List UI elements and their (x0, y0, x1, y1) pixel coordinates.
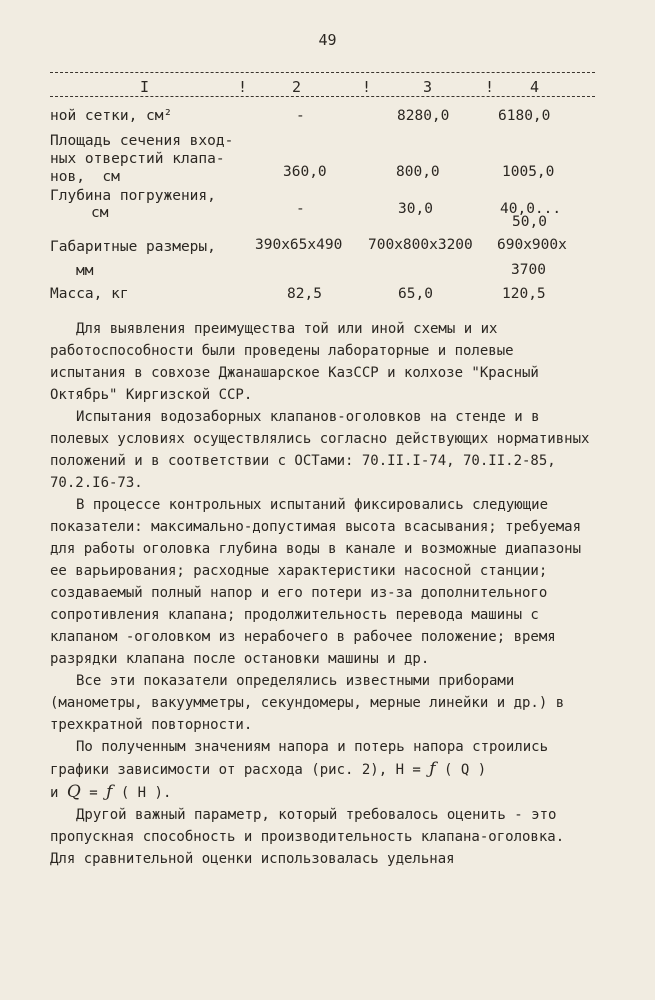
table-cell: 50,0 (512, 214, 547, 230)
table-cell: 8280,0 (397, 108, 450, 124)
formula-arg: ( Q ) (435, 762, 487, 778)
table-cell: - (296, 108, 305, 124)
formula-variable: Q (66, 782, 81, 802)
table-header-rule (50, 96, 595, 97)
table-cell: 3700 (511, 262, 546, 278)
table-header-sep1: ! (238, 78, 248, 96)
table-cell-label: ных отверстий клапа- (50, 151, 225, 167)
formula-paragraph (50, 736, 590, 804)
paragraph: Для выявления преимущества той или иной схемы и их работоспособности были проведены лабораторные и полевые испытания в совхозе Джанашарское КазССР и колхозе "Красный Октябрь" Киргизской ССР. (50, 321, 539, 403)
formula-arg: ( Н ). (112, 785, 172, 801)
table-cell: 1005,0 (502, 164, 555, 180)
table-cell: 82,5 (287, 286, 322, 302)
function-symbol: ƒ (106, 782, 113, 802)
table-cell: - (296, 201, 305, 217)
table-cell-label: Габаритные размеры, (50, 239, 216, 255)
table-cell: 65,0 (398, 286, 433, 302)
table-cell: 120,5 (502, 286, 546, 302)
formula-and: и (50, 785, 67, 801)
table-cell-label: см (91, 205, 109, 221)
table-cell: 690х900х (497, 237, 567, 253)
paragraph: Все эти показатели определялись известными приборами (манометры, вакуумметры, секундомеры, мерные линейки и др.) в трехкратной повторности. (50, 673, 565, 733)
table-cell: 800,0 (396, 164, 440, 180)
table-header-col3: 3 (423, 78, 433, 96)
table-header-col2: 2 (292, 78, 302, 96)
table-header-col1: I (140, 78, 150, 96)
paragraph: В процессе контрольных испытаний фиксировались следующие показатели: максимально-допустимая высота всасывания; требуемая для работы оголовка глубина воды в канале и возможные диапазоны ее варьирования; расходные характеристики насосной станции; создаваемый полный напор и его потери из-за дополнительного сопротивления клапана; продолжительность перевода машины с клапаном -оголовком из нерабочего в рабочее положение; время разрядки клапана после остановки машины и др. (50, 497, 582, 667)
table-cell: 700х800х3200 (368, 237, 473, 253)
table-cell-label: Площадь сечения вход- (50, 133, 234, 149)
body-text (50, 318, 590, 870)
paragraph: Другой важный параметр, который требовалось оценить - это пропускная способность и производительность клапана-оголовка. Для сравнительной оценки использовалась удельная (50, 807, 565, 867)
table-header-col4: 4 (530, 78, 540, 96)
page-number: 49 (318, 31, 337, 49)
table-cell: 6180,0 (498, 108, 551, 124)
table-cell-label: Масса, кг (50, 286, 129, 302)
formula-eq: = (80, 785, 107, 801)
table-cell: 360,0 (283, 164, 327, 180)
formula-text: По полученным значениям напора и потерь напора строились графики зависимости от расхода (рис. 2), Н = (50, 739, 549, 778)
table-cell-label: мм (76, 263, 94, 279)
table-cell: 40,0... (500, 201, 562, 217)
table-cell-label: Глубина погружения, (50, 188, 216, 204)
paragraph: Испытания водозаборных клапанов-оголовков на стенде и в полевых условиях осуществлялись согласно действующих нормативных положений и в соответствии с ОСТами: 70.II.I-74, 70.II.2-85, 70.2.I6-73. (50, 409, 590, 491)
table-cell: 390х65х490 (255, 237, 343, 253)
table-header-sep3: ! (485, 78, 495, 96)
table-cell: 30,0 (398, 201, 433, 217)
table-header-sep2: ! (362, 78, 372, 96)
table-cell-label: нов, см (50, 169, 120, 185)
function-symbol: ƒ (429, 759, 436, 779)
table-cell-label: ной сетки, см² (50, 108, 173, 124)
table-top-rule (50, 72, 595, 73)
